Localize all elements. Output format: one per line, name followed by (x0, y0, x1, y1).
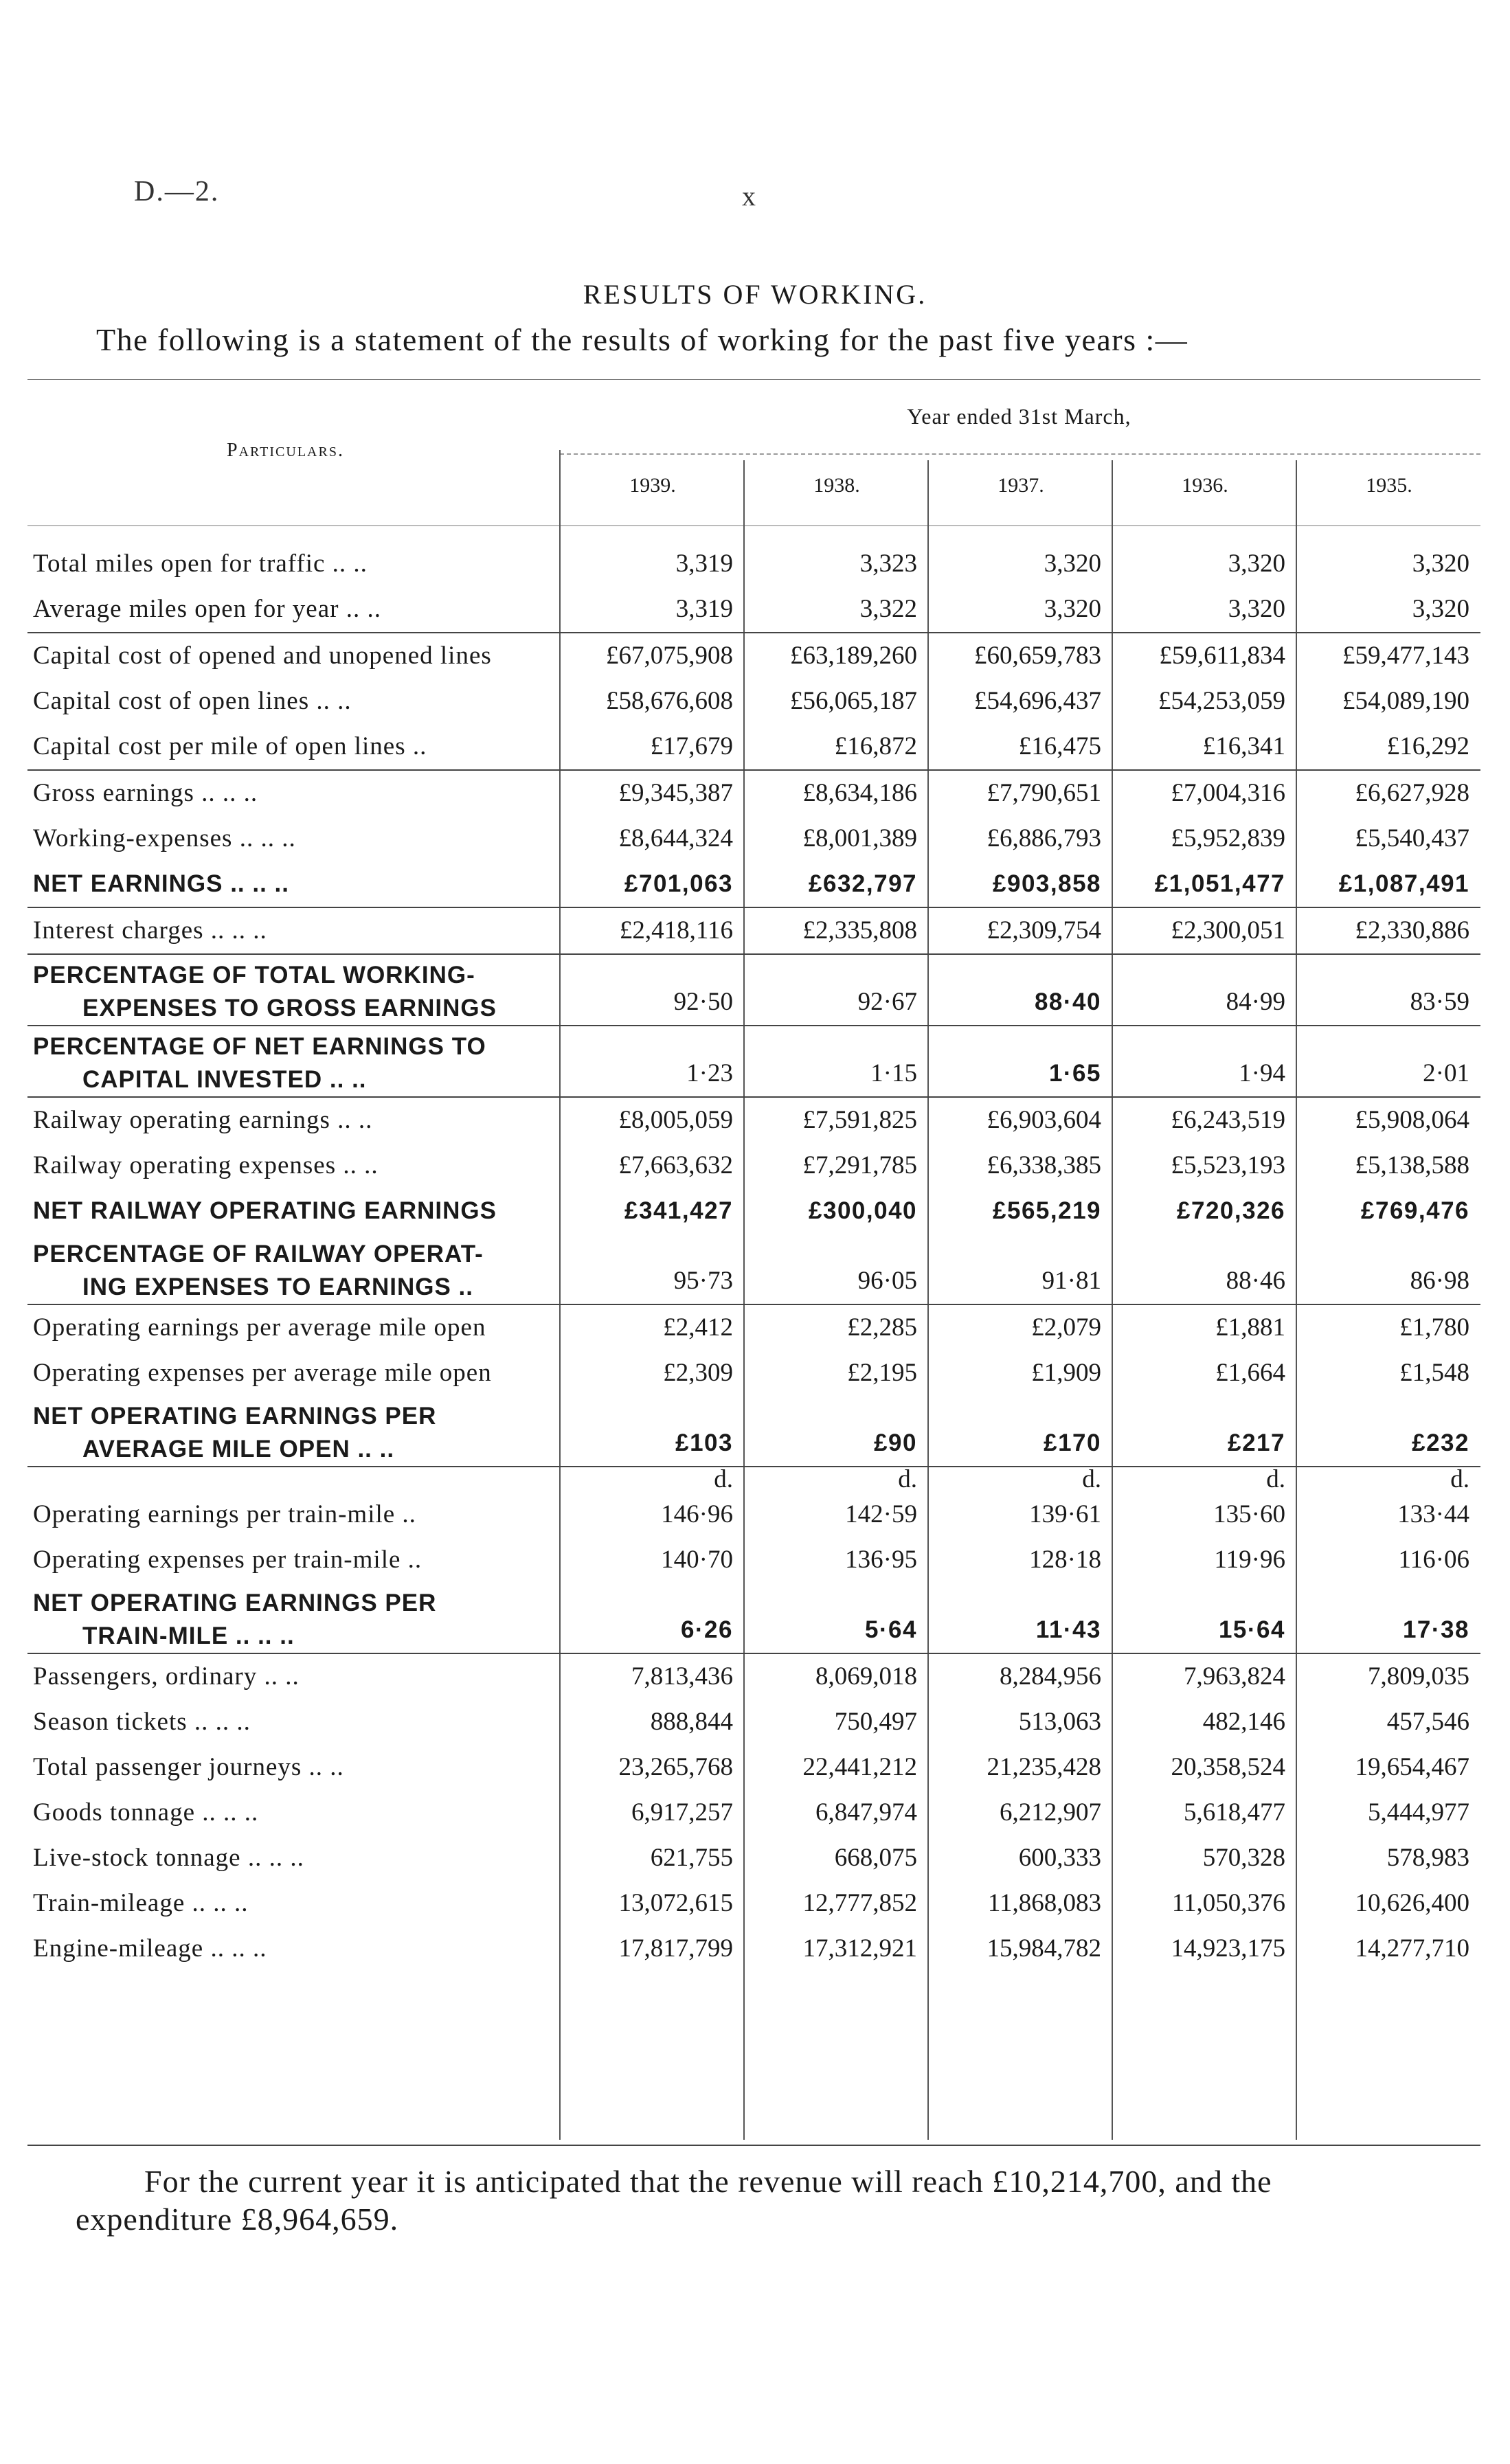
year-header-1936: 1936. (1182, 474, 1228, 497)
cell-1939: 23,265,768 (618, 1753, 733, 1781)
table-row (27, 1396, 1480, 1467)
cell-1935: £16,292 (1386, 732, 1469, 760)
row-label-line1: PERCENTAGE OF NET EARNINGS TO (33, 1033, 486, 1060)
table-row (27, 1234, 1480, 1304)
cell-1936: 84·99 (1112, 954, 1296, 1026)
cell-1937: 11·43 (1035, 1616, 1101, 1643)
row-label-line2: CAPITAL INVESTED .. .. (82, 1066, 367, 1093)
cell-1937: 6,212,907 (1000, 1798, 1101, 1827)
cell-1938: 750,497 (834, 1708, 917, 1736)
table-row (27, 724, 1480, 770)
row-label: Capital cost per mile of open lines .. (33, 732, 427, 760)
year-ended-heading: Year ended 31st March, (907, 404, 1131, 429)
cell-1937: 3,320 (1044, 595, 1101, 623)
intro-text: The following is a statement of the results of working for the past five years :— (96, 322, 1188, 357)
row-label (27, 1583, 560, 1653)
cell-1936: £5,952,839 (1171, 824, 1285, 852)
cell-1939: 13,072,615 (618, 1889, 733, 1917)
cell-1935: £54,089,190 (1342, 687, 1469, 715)
cell-1935: £232 (1412, 1429, 1469, 1456)
unit-pence: d. (898, 1465, 917, 1493)
cell-1938: 96·05 (857, 1267, 917, 1295)
unit-pence: d. (714, 1465, 733, 1493)
cell-1936: £59,611,834 (1112, 633, 1296, 679)
cell-1936 (1112, 1467, 1296, 1537)
cell-1939: £9,345,387 (560, 770, 744, 816)
cell-1939: £701,063 (624, 870, 733, 897)
row-label: Operating expenses per train-mile .. (33, 1546, 422, 1574)
cell-1939: £8,005,059 (560, 1097, 744, 1143)
cell-1939: 17,817,799 (618, 1934, 733, 1963)
row-label-line1: PERCENTAGE OF RAILWAY OPERAT- (33, 1241, 484, 1267)
row-label (27, 1396, 560, 1467)
row-label-line2: EXPENSES TO GROSS EARNINGS (82, 995, 497, 1021)
cell-1937: £6,338,385 (987, 1151, 1101, 1179)
table-row (27, 1537, 1480, 1583)
row-label: Total passenger journeys .. .. (33, 1753, 344, 1781)
row-label: NET EARNINGS .. .. .. (33, 870, 289, 897)
cell-1936: 7,963,824 (1112, 1653, 1296, 1699)
row-label: Capital cost of opened and unopened lines (27, 633, 560, 679)
cell-1937: 600,333 (1018, 1844, 1101, 1872)
cell-1936: 5,618,477 (1184, 1798, 1285, 1827)
table-row (27, 1188, 1480, 1234)
cell-1935: £769,476 (1361, 1197, 1469, 1224)
cell-1938: 6,847,974 (815, 1798, 917, 1827)
cell-1939: 6·26 (680, 1616, 733, 1643)
year-header-1935: 1935. (1366, 474, 1412, 497)
cell-1936: £720,326 (1177, 1197, 1285, 1224)
cell-1938: £90 (874, 1429, 917, 1456)
year-subheader-rule (560, 453, 1480, 455)
footer-note-continued: expenditure £8,964,659. (76, 2202, 399, 2237)
cell-1939 (560, 1467, 744, 1537)
cell-1936: 88·46 (1226, 1267, 1285, 1295)
cell-1936: 119·96 (1214, 1546, 1285, 1574)
cell-1935: 14,277,710 (1355, 1934, 1469, 1963)
table-row (27, 1835, 1480, 1881)
cell-1938: 5·64 (864, 1616, 917, 1643)
cell-1937: £7,790,651 (928, 770, 1112, 816)
unit-pence: d. (1082, 1465, 1101, 1493)
cell-1936: £1,881 (1112, 1304, 1296, 1350)
row-label: Live-stock tonnage .. .. .. (33, 1844, 304, 1872)
year-header-1937: 1937. (998, 474, 1044, 497)
cell-1939: 140·70 (661, 1546, 733, 1574)
table-row (27, 954, 1480, 1026)
row-label: Goods tonnage .. .. .. (33, 1798, 259, 1827)
table-bottom-rule (27, 2145, 1480, 2146)
row-label-line1: NET OPERATING EARNINGS PER (33, 1403, 437, 1429)
cell-1937: 1·65 (928, 1026, 1112, 1097)
row-label: Working-expenses .. .. .. (33, 824, 296, 852)
table-row (27, 1467, 1480, 1537)
table-row (27, 1583, 1480, 1653)
cell-1939: £7,663,632 (618, 1151, 733, 1179)
cell-value: 139·61 (1029, 1500, 1101, 1528)
cell-1938: 3,322 (859, 595, 917, 623)
row-label: Operating expenses per average mile open (33, 1359, 492, 1387)
row-label: NET RAILWAY OPERATING EARNINGS (33, 1197, 497, 1224)
cell-1938: £7,291,785 (802, 1151, 917, 1179)
cell-1937: £6,903,604 (928, 1097, 1112, 1143)
cell-1935: £1,548 (1399, 1359, 1469, 1387)
cell-1938: 22,441,212 (802, 1753, 917, 1781)
row-label: Gross earnings .. .. .. (27, 770, 560, 816)
cell-1936: 3,320 (1228, 550, 1285, 578)
table-row (27, 1143, 1480, 1188)
cell-1936: 15·64 (1218, 1616, 1285, 1643)
cell-1937: 11,868,083 (987, 1889, 1101, 1917)
row-label: Engine-mileage .. .. .. (33, 1934, 267, 1963)
cell-1936: £7,004,316 (1112, 770, 1296, 816)
table-row (27, 1653, 1480, 1699)
cell-1939: £58,676,608 (606, 687, 733, 715)
cell-1938: £63,189,260 (744, 633, 928, 679)
table-row (27, 1881, 1480, 1926)
cell-1936: £217 (1228, 1429, 1285, 1456)
cell-1939: 3,319 (675, 550, 733, 578)
cell-1939: £67,075,908 (560, 633, 744, 679)
cell-1939: £8,644,324 (618, 824, 733, 852)
cell-1937: £2,079 (928, 1304, 1112, 1350)
cell-1935: £6,627,928 (1296, 770, 1480, 816)
unit-pence: d. (1450, 1465, 1469, 1493)
table-row (27, 1350, 1480, 1396)
cell-1939: £2,418,116 (560, 907, 744, 954)
cell-1938: 668,075 (834, 1844, 917, 1872)
cell-1938: 8,069,018 (744, 1653, 928, 1699)
table-row (27, 1745, 1480, 1790)
cell-1935: £5,908,064 (1296, 1097, 1480, 1143)
cell-1938: £7,591,825 (744, 1097, 928, 1143)
row-label-line2: AVERAGE MILE OPEN .. .. (82, 1436, 395, 1462)
cell-1939: 6,917,257 (631, 1798, 733, 1827)
table-row (27, 907, 1480, 954)
table-row (27, 541, 1480, 587)
cell-1939: 888,844 (650, 1708, 733, 1736)
cell-1939: 7,813,436 (560, 1653, 744, 1699)
row-label-line1: NET OPERATING EARNINGS PER (33, 1590, 437, 1616)
cell-1938: £56,065,187 (790, 687, 917, 715)
cell-1938: £2,285 (744, 1304, 928, 1350)
cell-1936: 482,146 (1202, 1708, 1285, 1736)
table-row (27, 816, 1480, 861)
cell-value: 142·59 (845, 1500, 917, 1528)
cell-1936: £16,341 (1202, 732, 1285, 760)
cell-1939: 1·23 (560, 1026, 744, 1097)
cell-1936: 11,050,376 (1171, 1889, 1285, 1917)
cell-1937: £1,909 (1031, 1359, 1101, 1387)
cell-1935: 83·59 (1296, 954, 1480, 1026)
cell-1937: £2,309,754 (928, 907, 1112, 954)
cell-1935: 3,320 (1412, 550, 1469, 578)
cell-1936: £1,051,477 (1154, 870, 1285, 897)
cell-1938: £2,335,808 (744, 907, 928, 954)
table-row (27, 1790, 1480, 1835)
cell-1935: 2·01 (1296, 1026, 1480, 1097)
cell-1937: £16,475 (1018, 732, 1101, 760)
cell-1938: 17,312,921 (802, 1934, 917, 1963)
table-row (27, 587, 1480, 633)
cell-1938 (744, 1467, 928, 1537)
cell-1936: 1·94 (1112, 1026, 1296, 1097)
cell-1939: 621,755 (650, 1844, 733, 1872)
page-title: RESULTS OF WORKING. (583, 279, 927, 310)
cell-1939: 92·50 (560, 954, 744, 1026)
cell-1938: 3,323 (859, 550, 917, 578)
table-row (27, 1097, 1480, 1143)
cell-1937: £903,858 (993, 870, 1101, 897)
table-row (27, 1304, 1480, 1350)
cell-1935: £2,330,886 (1296, 907, 1480, 954)
cell-1938: 1·15 (744, 1026, 928, 1097)
cell-1937: 91·81 (1041, 1267, 1101, 1295)
row-label: Passengers, ordinary .. .. (27, 1653, 560, 1699)
row-label: Train-mileage .. .. .. (33, 1889, 249, 1917)
table-row (27, 1026, 1480, 1097)
cell-1938: £2,195 (847, 1359, 917, 1387)
row-label: Capital cost of open lines .. .. (33, 687, 352, 715)
cell-1938: 136·95 (845, 1546, 917, 1574)
cell-1935: 17·38 (1402, 1616, 1469, 1643)
header-bottom-rule (27, 525, 1480, 526)
row-label-line1: PERCENTAGE OF TOTAL WORKING- (33, 962, 475, 988)
cell-1937: £170 (1044, 1429, 1101, 1456)
cell-1935: 86·98 (1410, 1267, 1469, 1295)
cell-1936: 570,328 (1202, 1844, 1285, 1872)
cell-1938: 92·67 (744, 954, 928, 1026)
cell-1935: £1,780 (1296, 1304, 1480, 1350)
row-label: Railway operating earnings .. .. (27, 1097, 560, 1143)
cell-1935: 19,654,467 (1355, 1753, 1469, 1781)
cell-1938: £8,634,186 (744, 770, 928, 816)
cell-1935: 116·06 (1398, 1546, 1469, 1574)
year-header-1939: 1939. (629, 474, 676, 497)
cell-1936: £6,243,519 (1112, 1097, 1296, 1143)
cell-1936: 20,358,524 (1171, 1753, 1285, 1781)
year-header-1938: 1938. (813, 474, 860, 497)
cell-1936: £1,664 (1215, 1359, 1285, 1387)
cell-1935: £1,087,491 (1338, 870, 1469, 897)
page-reference: D.—2. (134, 176, 220, 207)
cell-1938: £300,040 (809, 1197, 917, 1224)
row-label: Average miles open for year .. .. (33, 595, 381, 623)
row-label (27, 1234, 560, 1304)
table-row (27, 1699, 1480, 1745)
cell-1935: £59,477,143 (1296, 633, 1480, 679)
cell-1938: £8,001,389 (802, 824, 917, 852)
cell-1935: £5,540,437 (1355, 824, 1469, 852)
cell-1937: 128·18 (1029, 1546, 1101, 1574)
table-row (27, 679, 1480, 724)
row-label (27, 1026, 560, 1097)
cell-1935: 10,626,400 (1355, 1889, 1469, 1917)
cell-1936: £54,253,059 (1158, 687, 1285, 715)
cell-1936: 3,320 (1228, 595, 1285, 623)
cell-1939: 3,319 (675, 595, 733, 623)
cell-1937: 513,063 (1018, 1708, 1101, 1736)
row-label-line2: TRAIN-MILE .. .. .. (82, 1623, 295, 1649)
cell-1935 (1296, 1467, 1480, 1537)
cell-1936: £2,300,051 (1112, 907, 1296, 954)
table-row (27, 770, 1480, 816)
cell-value: 135·60 (1213, 1500, 1285, 1528)
row-label-line2: ING EXPENSES TO EARNINGS .. (82, 1274, 473, 1300)
page-number: x (742, 181, 756, 212)
table-row (27, 633, 1480, 679)
cell-value: 133·44 (1397, 1500, 1469, 1528)
particulars-heading: Particulars. (227, 440, 344, 461)
cell-1937 (928, 1467, 1112, 1537)
header-top-rule (27, 379, 1480, 380)
footer-note: For the current year it is anticipated that the revenue will reach £10,214,700, and the (144, 2164, 1272, 2199)
table-row (27, 1926, 1480, 1971)
row-label (27, 954, 560, 1026)
cell-1937: £6,886,793 (987, 824, 1101, 852)
results-table (27, 529, 1480, 1971)
row-label: Railway operating expenses .. .. (33, 1151, 379, 1179)
cell-1937: 8,284,956 (928, 1653, 1112, 1699)
cell-1937: £54,696,437 (974, 687, 1101, 715)
cell-1935: 5,444,977 (1368, 1798, 1469, 1827)
cell-1937: 3,320 (1044, 550, 1101, 578)
cell-1939: £341,427 (624, 1197, 733, 1224)
cell-1935: 457,546 (1386, 1708, 1469, 1736)
cell-1937: £60,659,783 (928, 633, 1112, 679)
row-label: Operating earnings per train-mile .. (27, 1467, 560, 1537)
cell-1935: 3,320 (1412, 595, 1469, 623)
cell-1939: £2,412 (560, 1304, 744, 1350)
cell-1939: £2,309 (663, 1359, 733, 1387)
cell-1936: 14,923,175 (1171, 1934, 1285, 1963)
cell-1939: £103 (675, 1429, 733, 1456)
cell-1937: 15,984,782 (987, 1934, 1101, 1963)
unit-pence: d. (1266, 1465, 1285, 1493)
cell-1939: 95·73 (673, 1267, 733, 1295)
table-row (27, 861, 1480, 907)
cell-1938: 12,777,852 (802, 1889, 917, 1917)
row-label: Interest charges .. .. .. (27, 907, 560, 954)
cell-1935: 578,983 (1386, 1844, 1469, 1872)
row-label: Total miles open for traffic .. .. (33, 550, 368, 578)
row-label: Season tickets .. .. .. (33, 1708, 251, 1736)
cell-1937: 21,235,428 (987, 1753, 1101, 1781)
cell-1936: £5,523,193 (1171, 1151, 1285, 1179)
cell-value: 146·96 (661, 1500, 733, 1528)
cell-1937: £565,219 (993, 1197, 1101, 1224)
cell-1938: £632,797 (809, 870, 917, 897)
cell-1939: £17,679 (650, 732, 733, 760)
cell-1935: £5,138,588 (1355, 1151, 1469, 1179)
cell-1937: 88·40 (928, 954, 1112, 1026)
cell-1938: £16,872 (834, 732, 917, 760)
row-label: Operating earnings per average mile open (27, 1304, 560, 1350)
cell-1935: 7,809,035 (1296, 1653, 1480, 1699)
